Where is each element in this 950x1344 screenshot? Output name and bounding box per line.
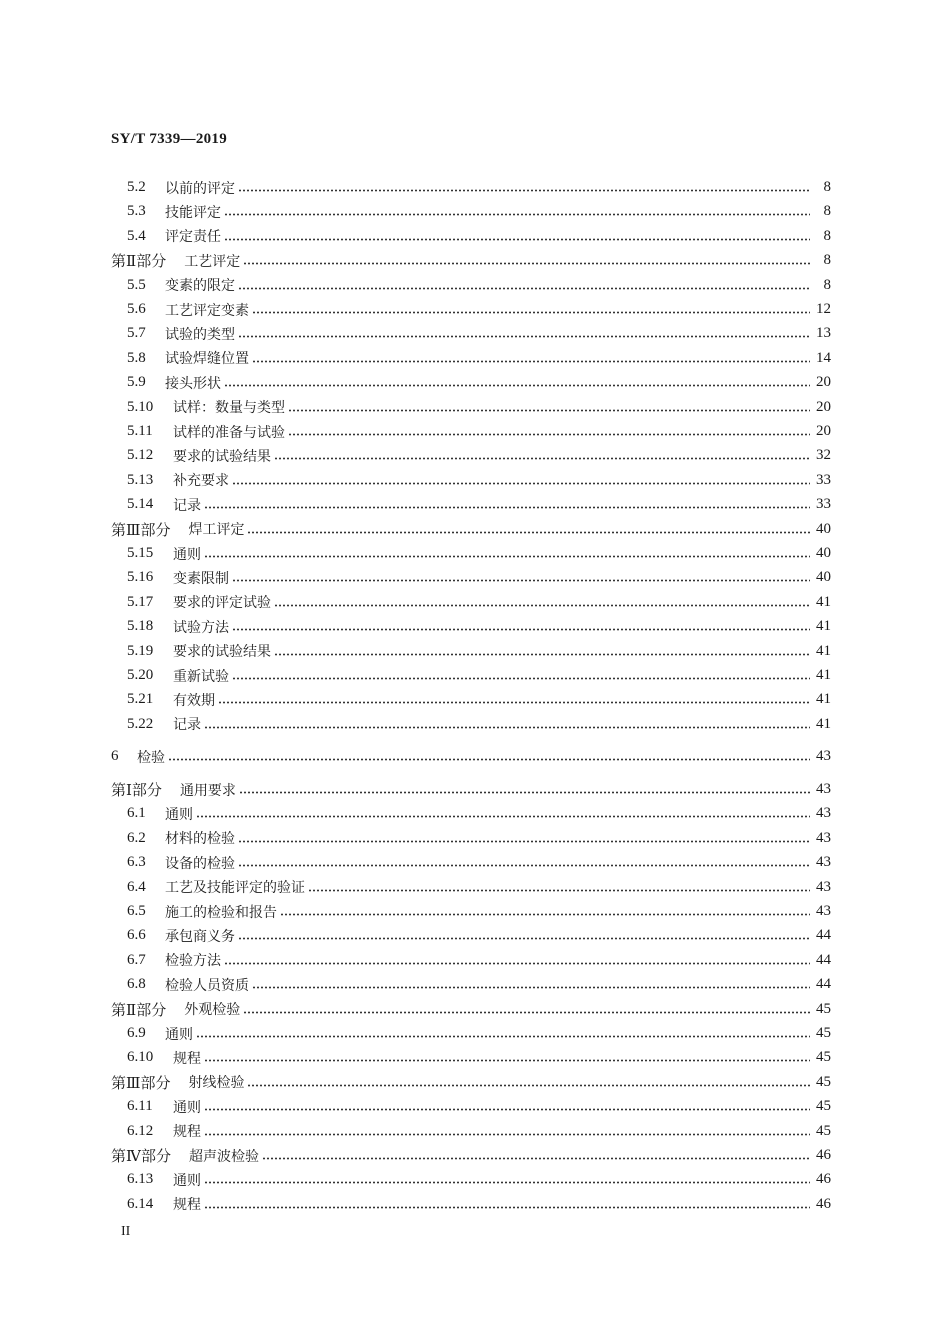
toc-entry-number: 6.12 xyxy=(127,1122,154,1139)
toc-entry-number: 第Ⅳ部分 xyxy=(111,1149,171,1165)
toc-entry-number: 6.8 xyxy=(127,976,146,993)
dot-leader xyxy=(204,1133,810,1136)
toc-entry-number: 5.13 xyxy=(127,471,154,488)
toc-entry-page: 45 xyxy=(816,1122,831,1139)
toc-entry[interactable] xyxy=(127,974,831,996)
dot-leader xyxy=(288,433,810,436)
toc-entry[interactable] xyxy=(127,299,831,321)
toc-entry-page: 8 xyxy=(823,203,831,220)
toc-entry-page: 40 xyxy=(816,545,831,561)
toc-entry[interactable] xyxy=(127,1120,831,1142)
toc-entry-page: 46 xyxy=(816,1147,831,1163)
toc-entry-title: 承包商义务 xyxy=(165,928,235,945)
dot-leader xyxy=(224,238,810,241)
toc-entry-title: 试验焊缝位置 xyxy=(165,351,249,368)
toc-entry[interactable] xyxy=(127,372,831,394)
dot-leader xyxy=(204,1059,810,1062)
toc-entry[interactable] xyxy=(127,901,831,923)
toc-entry-page: 41 xyxy=(816,593,831,610)
toc-entry-page: 43 xyxy=(816,854,831,871)
toc-entry-number: 5.12 xyxy=(127,447,154,464)
toc-entry-title: 规程 xyxy=(173,1050,201,1067)
toc-entry-number: 6.10 xyxy=(127,1049,154,1066)
toc-entry-number: 6.1 xyxy=(127,805,146,822)
toc-entry[interactable] xyxy=(127,713,831,735)
toc-entry-title: 设备的检验 xyxy=(165,855,235,872)
dot-leader xyxy=(204,726,810,729)
dot-leader xyxy=(204,1181,810,1184)
toc-entry-number: 6.5 xyxy=(127,903,146,919)
dot-leader xyxy=(232,628,810,631)
toc-entry[interactable] xyxy=(127,177,831,199)
toc-entry-page: 8 xyxy=(823,227,831,244)
toc-entry-title: 检验 xyxy=(137,749,165,766)
toc-entry[interactable] xyxy=(127,1169,831,1191)
toc-entry-title: 评定责任 xyxy=(165,229,221,246)
toc-entry-number: 5.2 xyxy=(127,179,146,195)
toc-entry-title: 检验人员资质 xyxy=(165,977,249,994)
toc-entry[interactable] xyxy=(111,998,831,1020)
dot-leader xyxy=(232,677,810,680)
toc-entry-title: 超声波检验 xyxy=(189,1148,259,1165)
toc-entry-number: 5.21 xyxy=(127,691,154,708)
dot-leader xyxy=(224,384,810,387)
toc-entry[interactable] xyxy=(127,347,831,369)
toc-entry-title: 施工的检验和报告 xyxy=(165,904,277,921)
dot-leader xyxy=(274,604,810,607)
toc-entry-page: 43 xyxy=(816,781,831,797)
toc-entry-number: 5.8 xyxy=(127,349,146,366)
dot-leader xyxy=(252,360,810,363)
toc-entry-number: 5.4 xyxy=(127,227,146,244)
toc-entry-number: 6.3 xyxy=(127,854,146,871)
toc-entry[interactable] xyxy=(111,518,831,540)
toc-entry-page: 46 xyxy=(816,1195,831,1212)
dot-leader xyxy=(196,815,810,818)
toc-entry-page: 32 xyxy=(816,447,831,464)
toc-entry-number: 6.6 xyxy=(127,927,146,944)
toc-entry-page: 44 xyxy=(816,927,831,944)
toc-entry-title: 补充要求 xyxy=(173,473,229,490)
toc-entry-number: 6.7 xyxy=(127,951,146,968)
toc-entry[interactable] xyxy=(127,1193,831,1215)
toc-entry-number: 6 xyxy=(111,748,119,764)
dot-leader xyxy=(168,758,810,761)
toc-entry-title: 试验的类型 xyxy=(165,326,235,343)
toc-entry-number: 5.17 xyxy=(127,593,154,610)
toc-entry[interactable] xyxy=(127,323,831,345)
toc-entry-page: 12 xyxy=(816,301,831,317)
toc-entry-number: 5.18 xyxy=(127,618,154,635)
toc-entry-number: 5.3 xyxy=(127,203,146,220)
toc-entry[interactable] xyxy=(111,1145,831,1167)
toc-entry-title: 变素的限定 xyxy=(165,278,235,295)
dot-leader xyxy=(239,791,810,794)
toc-entry-title: 要求的试验结果 xyxy=(173,644,271,661)
toc-entry-page: 45 xyxy=(816,1073,831,1090)
toc-entry-title: 重新试验 xyxy=(173,668,229,685)
toc-entry[interactable] xyxy=(127,494,831,516)
dot-leader xyxy=(288,409,810,412)
toc-entry[interactable] xyxy=(127,421,831,443)
toc-entry-number: 5.22 xyxy=(127,715,154,732)
page-number: II xyxy=(121,1224,131,1239)
dot-leader xyxy=(274,653,810,656)
toc-entry-page: 40 xyxy=(816,520,831,537)
toc-entry-title: 技能评定 xyxy=(165,204,221,221)
dot-leader xyxy=(224,962,810,965)
toc-entry-title: 焊工评定 xyxy=(188,522,245,539)
dot-leader xyxy=(238,189,810,192)
toc-entry-title: 接头形状 xyxy=(165,375,221,392)
toc-entry-title: 记录 xyxy=(173,717,201,734)
toc-entry-number: 5.15 xyxy=(127,545,154,561)
toc-entry-page: 46 xyxy=(816,1171,831,1188)
dot-leader xyxy=(238,840,810,843)
toc-entry-title: 以前的评定 xyxy=(165,180,235,197)
dot-leader xyxy=(204,506,810,509)
dot-leader xyxy=(204,1206,810,1209)
toc-entry[interactable] xyxy=(111,746,831,768)
toc-entry-page: 43 xyxy=(816,878,831,895)
toc-entry-title: 试验方法 xyxy=(173,619,229,636)
toc-entry-number: 5.20 xyxy=(127,667,154,683)
toc-entry-page: 33 xyxy=(816,496,831,513)
toc-entry-number: 6.4 xyxy=(127,878,146,895)
toc-entry[interactable] xyxy=(127,274,831,296)
toc-entry[interactable] xyxy=(111,1071,831,1093)
toc-entry-title: 外观检验 xyxy=(184,1002,241,1019)
toc-entry-number: 第Ⅰ部分 xyxy=(111,783,162,799)
toc-entry-title: 规程 xyxy=(173,1197,201,1214)
toc-entry-title: 记录 xyxy=(173,497,201,514)
toc-entry-number: 5.19 xyxy=(127,642,154,659)
toc-entry-page: 43 xyxy=(816,903,831,919)
dot-leader xyxy=(247,531,810,534)
toc-entry[interactable] xyxy=(111,250,831,272)
document-code: SY/T 7339—2019 xyxy=(111,131,228,147)
toc-entry[interactable] xyxy=(127,803,831,825)
dot-leader xyxy=(243,1011,810,1014)
dot-leader xyxy=(274,457,810,460)
toc-entry-number: 6.9 xyxy=(127,1025,146,1041)
dot-leader xyxy=(238,864,810,867)
dot-leader xyxy=(238,937,810,940)
toc-entry-title: 通则 xyxy=(173,1172,201,1189)
toc-entry[interactable] xyxy=(127,396,831,418)
toc-entry[interactable] xyxy=(127,925,831,947)
toc-entry-number: 第Ⅱ部分 xyxy=(111,254,167,271)
toc-entry-title: 通则 xyxy=(165,806,193,823)
toc-entry[interactable] xyxy=(127,1096,831,1118)
toc-entry-page: 8 xyxy=(823,179,831,195)
toc-entry-page: 20 xyxy=(816,423,831,439)
toc-entry-page: 13 xyxy=(816,325,831,342)
toc-entry-page: 41 xyxy=(816,667,831,683)
toc-entry-title: 有效期 xyxy=(173,692,215,709)
dot-leader xyxy=(204,555,810,558)
toc-entry[interactable] xyxy=(127,469,831,491)
dot-leader xyxy=(232,482,810,485)
dot-leader xyxy=(247,1084,810,1087)
toc-entry-page: 33 xyxy=(816,471,831,488)
toc-entry-number: 5.14 xyxy=(127,496,154,513)
toc-entry-page: 20 xyxy=(816,398,831,415)
toc-entry-page: 14 xyxy=(816,349,831,366)
toc-entry[interactable] xyxy=(127,827,831,849)
toc-entry-number: 第Ⅲ部分 xyxy=(111,1075,171,1092)
toc-entry-title: 工艺评定变素 xyxy=(165,302,249,319)
toc-entry[interactable] xyxy=(127,1047,831,1069)
toc-entry[interactable] xyxy=(127,567,831,589)
toc-entry-title: 射线检验 xyxy=(188,1075,245,1092)
toc-entry-page: 8 xyxy=(823,252,831,269)
toc-entry-title: 通用要求 xyxy=(179,782,236,799)
toc-entry[interactable] xyxy=(127,616,831,638)
toc-entry-title: 试样：数量与类型 xyxy=(173,400,285,417)
toc-entry-page: 20 xyxy=(816,374,831,391)
dot-leader xyxy=(196,1035,810,1038)
toc-entry-number: 5.16 xyxy=(127,569,154,586)
dot-leader xyxy=(252,311,810,314)
toc-entry-number: 5.11 xyxy=(127,423,153,439)
toc-entry-page: 45 xyxy=(816,1000,831,1017)
toc-entry-number: 5.5 xyxy=(127,276,146,293)
toc-entry-number: 5.7 xyxy=(127,325,146,342)
dot-leader xyxy=(204,1108,810,1111)
toc-entry-title: 工艺及技能评定的验证 xyxy=(165,880,305,897)
dot-leader xyxy=(232,579,810,582)
toc-entry-number: 5.9 xyxy=(127,374,146,391)
toc-entry[interactable] xyxy=(127,445,831,467)
toc-entry-page: 44 xyxy=(816,976,831,993)
toc-entry-page: 40 xyxy=(816,569,831,586)
toc-entry-title: 规程 xyxy=(173,1124,201,1141)
toc-entry[interactable] xyxy=(127,876,831,898)
toc-entry-page: 44 xyxy=(816,951,831,968)
toc-entry-title: 要求的试验结果 xyxy=(173,448,271,465)
dot-leader xyxy=(280,913,810,916)
toc-entry-page: 41 xyxy=(816,715,831,732)
dot-leader xyxy=(308,889,810,892)
toc-entry[interactable] xyxy=(127,201,831,223)
dot-leader xyxy=(238,287,810,290)
toc-entry-title: 通则 xyxy=(173,546,201,563)
toc-entry-page: 8 xyxy=(823,276,831,293)
toc-entry-title: 材料的检验 xyxy=(165,831,235,848)
toc-entry-number: 6.2 xyxy=(127,829,146,846)
toc-entry-title: 试样的准备与试验 xyxy=(173,424,285,441)
toc-entry[interactable] xyxy=(127,640,831,662)
toc-entry-page: 43 xyxy=(816,829,831,846)
dot-leader xyxy=(218,701,810,704)
toc-entry-page: 45 xyxy=(816,1025,831,1041)
toc-entry-page: 45 xyxy=(816,1049,831,1066)
toc-entry[interactable] xyxy=(127,591,831,613)
toc-entry-page: 41 xyxy=(816,618,831,635)
toc-entry[interactable] xyxy=(127,1023,831,1045)
toc-entry-number: 5.6 xyxy=(127,301,146,317)
dot-leader xyxy=(238,335,810,338)
toc-entry-number: 6.13 xyxy=(127,1171,154,1188)
toc-entry-title: 通则 xyxy=(173,1099,201,1116)
dot-leader xyxy=(243,262,810,265)
toc-entry[interactable] xyxy=(127,225,831,247)
toc-entry[interactable] xyxy=(127,665,831,687)
toc-entry[interactable] xyxy=(127,852,831,874)
toc-entry-page: 43 xyxy=(816,748,831,764)
toc-entry-title: 通则 xyxy=(165,1026,193,1043)
toc-entry[interactable] xyxy=(127,689,831,711)
toc-entry-title: 要求的评定试验 xyxy=(173,595,271,612)
dot-leader xyxy=(262,1157,810,1160)
dot-leader xyxy=(252,986,810,989)
toc-entry-page: 43 xyxy=(816,805,831,822)
toc-entry[interactable] xyxy=(111,779,831,801)
toc-entry-number: 第Ⅱ部分 xyxy=(111,1002,167,1019)
toc-entry-title: 检验方法 xyxy=(165,953,221,970)
toc-entry-page: 45 xyxy=(816,1098,831,1115)
toc-entry-title: 变素限制 xyxy=(173,570,229,587)
toc-entry-number: 6.14 xyxy=(127,1195,154,1212)
toc-entry-number: 6.11 xyxy=(127,1098,153,1115)
toc-entry-number: 第Ⅲ部分 xyxy=(111,522,171,539)
toc-entry[interactable] xyxy=(127,543,831,565)
toc-entry-title: 工艺评定 xyxy=(184,253,241,270)
toc-entry[interactable] xyxy=(127,949,831,971)
toc-entry-number: 5.10 xyxy=(127,398,154,415)
toc-entry-page: 41 xyxy=(816,642,831,659)
toc-entry-page: 41 xyxy=(816,691,831,708)
dot-leader xyxy=(224,213,810,216)
